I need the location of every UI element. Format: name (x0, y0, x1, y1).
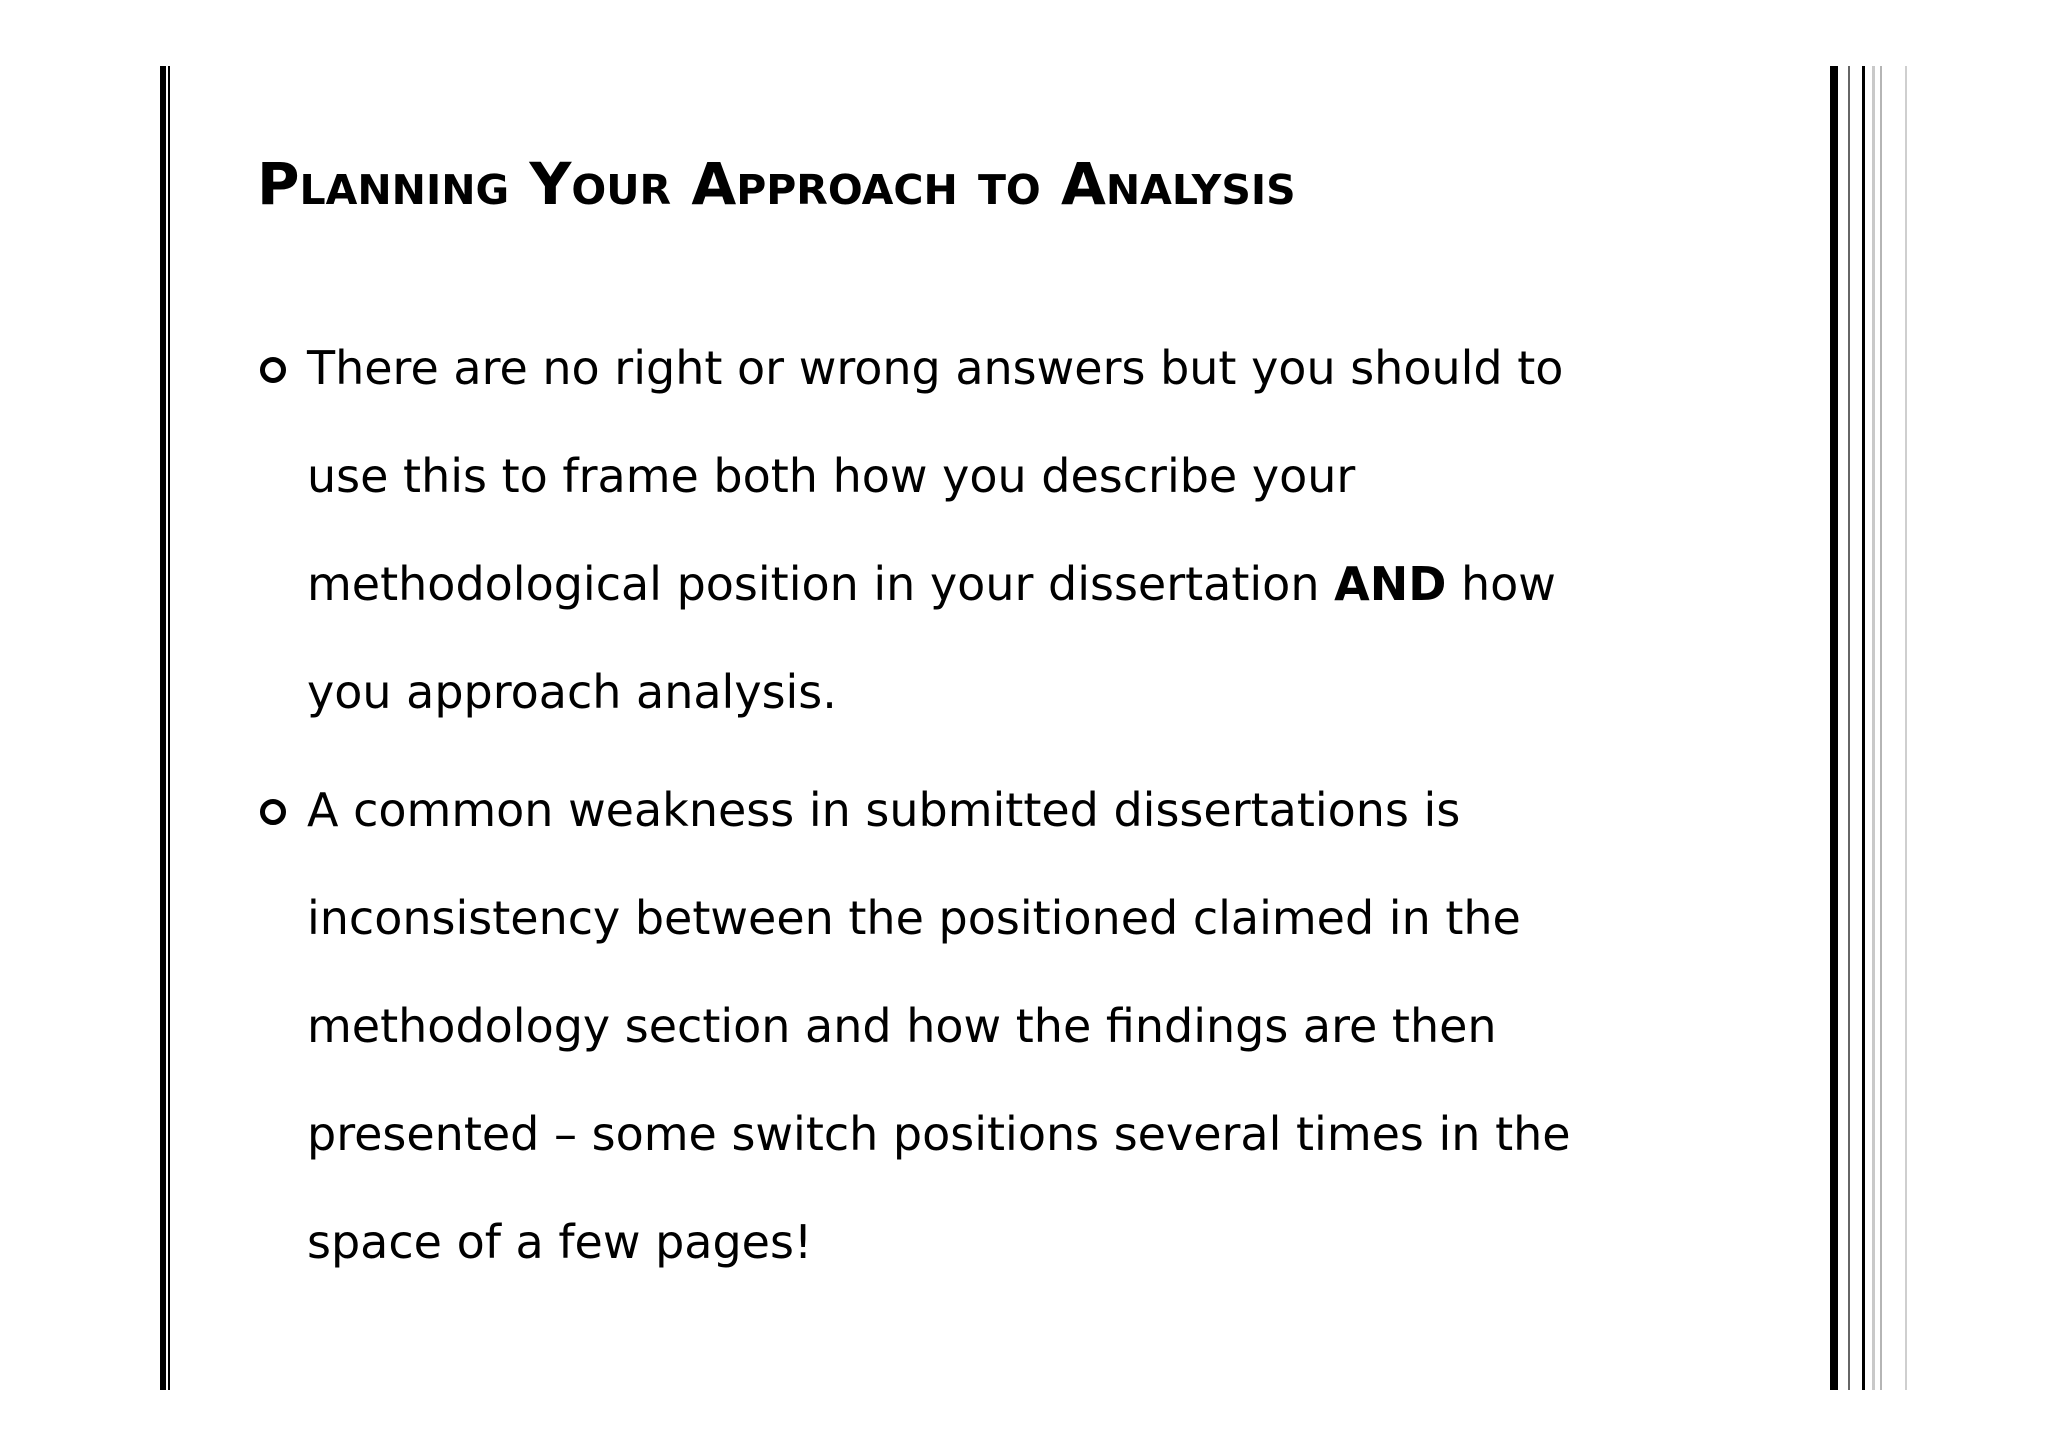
bullet-list (257, 314, 1657, 1306)
bullet-emphasis: AND (1334, 557, 1447, 611)
hollow-circle-bullet-icon (260, 357, 286, 383)
hollow-circle-bullet-icon (260, 799, 286, 825)
right-border-line (1905, 66, 1907, 1390)
bullet-text (307, 341, 1563, 719)
slide-title: Planning Your Approach to Analysis (257, 150, 1296, 218)
bullet-item (257, 756, 1627, 1296)
left-border-thin-line (168, 66, 170, 1390)
right-border-thick-line (1830, 66, 1838, 1390)
left-border-thick-line (160, 66, 166, 1390)
bullet-text-part: how you approach analysis. (307, 557, 1556, 719)
bullet-item (257, 314, 1627, 746)
bullet-text-part: There are no right or wrong answers but you should to use this to frame both how you describe your methodological position in your dissertation (307, 341, 1564, 611)
bullet-text: A common weakness in submitted dissertations is inconsistency between the positioned claimed in the methodology section and how the findings are then presented – some switch positions several times in the space of a few pages! (307, 783, 1571, 1269)
right-border-line (1848, 66, 1850, 1390)
right-border-line (1872, 66, 1875, 1390)
right-border-line (1862, 66, 1865, 1390)
right-border-line (1880, 66, 1882, 1390)
